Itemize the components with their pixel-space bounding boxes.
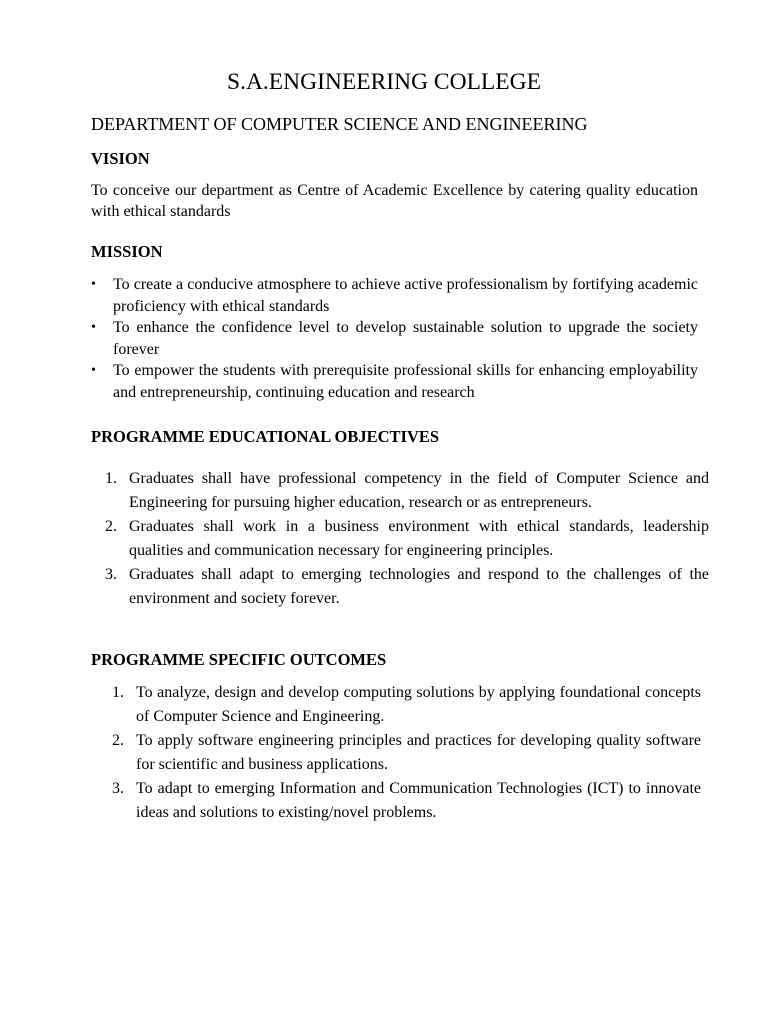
pso-heading: PROGRAMME SPECIFIC OUTCOMES <box>91 650 387 669</box>
pso-item <box>112 729 701 777</box>
pso-number: 2. <box>112 732 124 749</box>
pso-item-text: To analyze, design and develop computing solutions by applying foundational concepts of Computer Science and Engineering. <box>136 684 701 725</box>
mission-item-text: To create a conducive atmosphere to achieve active professionalism by fortifying academic proficiency with ethical standards <box>113 276 698 315</box>
mission-item <box>91 274 698 317</box>
department-title: DEPARTMENT OF COMPUTER SCIENCE AND ENGINEERING <box>91 114 588 134</box>
bullet-icon: • <box>91 363 96 378</box>
pso-list <box>112 681 701 825</box>
vision-text: To conceive our department as Centre of Academic Excellence by catering quality education with ethical standards <box>91 182 698 220</box>
peo-item-text: Graduates shall adapt to emerging technologies and respond to the challenges of the environment and society forever. <box>129 566 709 607</box>
pso-number: 3. <box>112 780 124 797</box>
peo-list <box>105 467 709 611</box>
peo-item-text: Graduates shall work in a business environment with ethical standards, leadership qualities and communication necessary for engineering principles. <box>129 518 709 559</box>
pso-item <box>112 681 701 729</box>
pso-item-text: To apply software engineering principles and practices for developing quality software for scientific and business applications. <box>136 732 701 773</box>
peo-number: 1. <box>105 470 117 487</box>
peo-heading: PROGRAMME EDUCATIONAL OBJECTIVES <box>91 427 440 446</box>
peo-item <box>105 515 709 563</box>
pso-item-text: To adapt to emerging Information and Communication Technologies (ICT) to innovate ideas and solutions to existing/novel problems. <box>136 780 701 821</box>
mission-heading: MISSION <box>91 242 163 261</box>
mission-item-text: To empower the students with prerequisite professional skills for enhancing employability and entrepreneurship, continuing education and research <box>113 362 698 401</box>
mission-item-text: To enhance the confidence level to develop sustainable solution to upgrade the society forever <box>113 319 698 358</box>
peo-item <box>105 467 709 515</box>
mission-item <box>91 360 698 403</box>
mission-list <box>91 274 698 403</box>
mission-item <box>91 317 698 360</box>
college-title: S.A.ENGINEERING COLLEGE <box>227 69 541 95</box>
vision-heading: VISION <box>91 149 150 168</box>
peo-item-text: Graduates shall have professional competency in the field of Computer Science and Engineering for pursuing higher education, research or as entrepreneurs. <box>129 470 709 511</box>
pso-number: 1. <box>112 684 124 701</box>
peo-item <box>105 563 709 611</box>
peo-number: 3. <box>105 566 117 583</box>
pso-item <box>112 777 701 825</box>
bullet-icon: • <box>91 277 96 292</box>
bullet-icon: • <box>91 320 96 335</box>
peo-number: 2. <box>105 518 117 535</box>
